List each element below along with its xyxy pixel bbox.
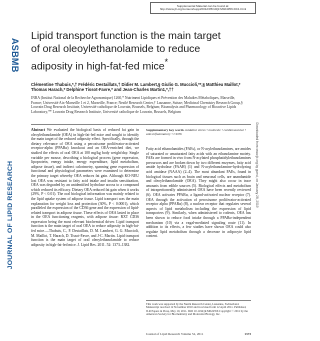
abstract-block: [31, 128, 139, 328]
article-title-text: Lipid transport function is the main target of oral oleoylethanolamide to reduce adiposity in high-fat-fed mice: [31, 30, 221, 73]
author-list: Clémentine Thabuis,*,† Frédéric Destaillats,† Didier M. Lambert,§ Giulio G. Muccioli,**,§ Matthieu Maillot,* Thomas Harach,* Delphine Tissot-Favre,* and Jean-Charles Martin1,*,††: [31, 82, 241, 93]
article-title: [31, 30, 231, 74]
supplementary-line1: Supplemental Material can be found at:: [176, 3, 230, 8]
page-footer: [146, 332, 251, 336]
introduction-text: Fatty acid ethanolamides (FAEs), or N-acylethanolamines, are amides of saturated or unsaturated fatty acids with an ethanolamine moiety. FAEs are formed in vivo from N-acylated phosphatidylethanolamines precursors and are broken down by two different enzymes, fatty acid amide hydrolase (FAAH) (1) and N-acylethanolamine-hydrolyzing acid amidase (NAAA) (2–4). The most abundant FAEs, found in biological tissues such as brain and neuronal cells, are anandamide and oleoylethanolamide (OEA). They might also occur in trace amounts from edible sources (5). Biological effects and metabolism of intraperitoneally administered OEA have been recently reviewed (6). OEA activates PPARα, a ligand-activated nuclear receptor (7). OEA through the activation of peroxisome proliferator-activated receptor alpha (PPARα) (8), a nuclear receptor that regulates several aspects of lipid metabolism including the expression of lipid transporters (9). Similarly, when administered to rodents, OEA has been shown to reduce food intake through a PPARα-independent mechanism (10) via a vagal-mediated signaling route (11). In addition to its effects, a few studies have shown OEA could also regulate lipid metabolism through a decrease in adipocyte lipid content.: [146, 147, 251, 239]
supplementary-link[interactable]: http://www.jlr.org/content/suppl/2012/05/10/jlr.M024356.DC1.html: [159, 7, 247, 12]
keywords-text: oxidative stress • molecule • cardiovascular • anti-inflammatory • CD36: [146, 128, 247, 137]
keywords-label: Supplementary key words: [146, 128, 184, 132]
asbmb-logo-text: ASBMB: [10, 38, 20, 73]
abstract-body: We evaluated the biological basis of reduced fat gain in oleoylethanolamide (OEA) in high-fat-fed mice and sought to identify the main target of the reduced adiposity effect. Specifically, through the dietary relevance of OEA using a peroxisome proliferator-activated receptor-alpha (PPARα) knockout and an OEA-enriched diet, we studied the effects of oral OEA at 100 mg/kg body weight/day. Single variable per mouse, describing a biological process (gene expression, lipoprotein, energy intake, energy expenditure, lipid metabolism, adipose tissue), and indirect calorimetry, spanning gene expression of functional and physiological parameters were examined to determine the primary target whereby OEA reduces fat gain. Although KO-NEU lost OEA was resistant to fatty acid intake and insulin sensitization, OEA was degraded by an unidentified hydrolase across to a compound which reduced its efficacy. Dietary OEA reduced fat gain when it works (29%, P < 0.01). The oral biological information was mainly related to the lipid uptake system of adipose tissue. Lipid transport was the main explanation for weight loss and protection (30%, P < 0.0001), which paralleled the expression of the CD36 gene and the expression of lipid-related transport in adipose tissue. These effects of OEA lasted in place in the OEA functioning reagents, with adipose tissue: RXT CD36 expression being the most relevant biochemical driver. Lipid transport function is the main target of oral OEA to reduce adiposity in high-fat-fed mice.—Thabuis, C., F. Destaillats, D. M. Lambert, G. G. Muccioli, M. Maillot, T. Harach, D. Tissot-Favre, and J-C. Martin. Lipid transport function is the main target of oral oleoylethanolamide to reduce adiposity in high-fat-fed mice. J. Lipid Res. 2011. 52: 1373–1382.: [31, 128, 139, 247]
supplementary-material-box[interactable]: [150, 2, 256, 14]
download-side-text: Downloaded from www.jlr.org by guest, on January 28, 2019: [255, 122, 259, 208]
header-divider: [31, 124, 251, 125]
page-number: 1373: [244, 332, 251, 336]
abstract-label: Abstract: [31, 128, 45, 132]
affiliation-text: INRA (Institut National de la Recherche Agronomique) 1260,* Nutriment Lipidiques et Prévention des Maladies Métaboliques, Marseille, France; Université Aix-Marseille 1 et 2, Marseille, France; Nestlé Research Center,† Lausanne, Suisse; Medicinal Chemistry Research Group,§ Louvain Drug Research Institute, Université catholique de Louvain, Brussels, Belgium; Bioanalysis and Pharmacology of Bioactive Lipids Laboratory,** Louvain Drug Research Institute, Université catholique de Louvain, Brussels, Belgium: [31, 96, 243, 114]
download-side-note: [253, 60, 261, 270]
asbmb-logo: [5, 38, 20, 73]
journal-side-banner: [3, 150, 19, 280]
footer-journal: Journal of Lipid Research Volume 52, 2011: [146, 332, 204, 336]
keywords-block: [146, 128, 251, 137]
article-title-mark: *: [164, 57, 169, 67]
journal-side-text: JOURNAL OF LIPID RESEARCH: [7, 160, 14, 270]
funding-footnote: This work was supported by the Nestlé Research Center, Lausanne, Switzerland. Manuscript received 12 November 2010 and in revised form 12 April 2011. Published, JLR Papers in Press, May 10, 2011. DOI 10.1194/jlr.M024356 Copyright © 2011 by the American Society for Biochemistry and Molecular Biology, Inc.: [146, 300, 251, 317]
